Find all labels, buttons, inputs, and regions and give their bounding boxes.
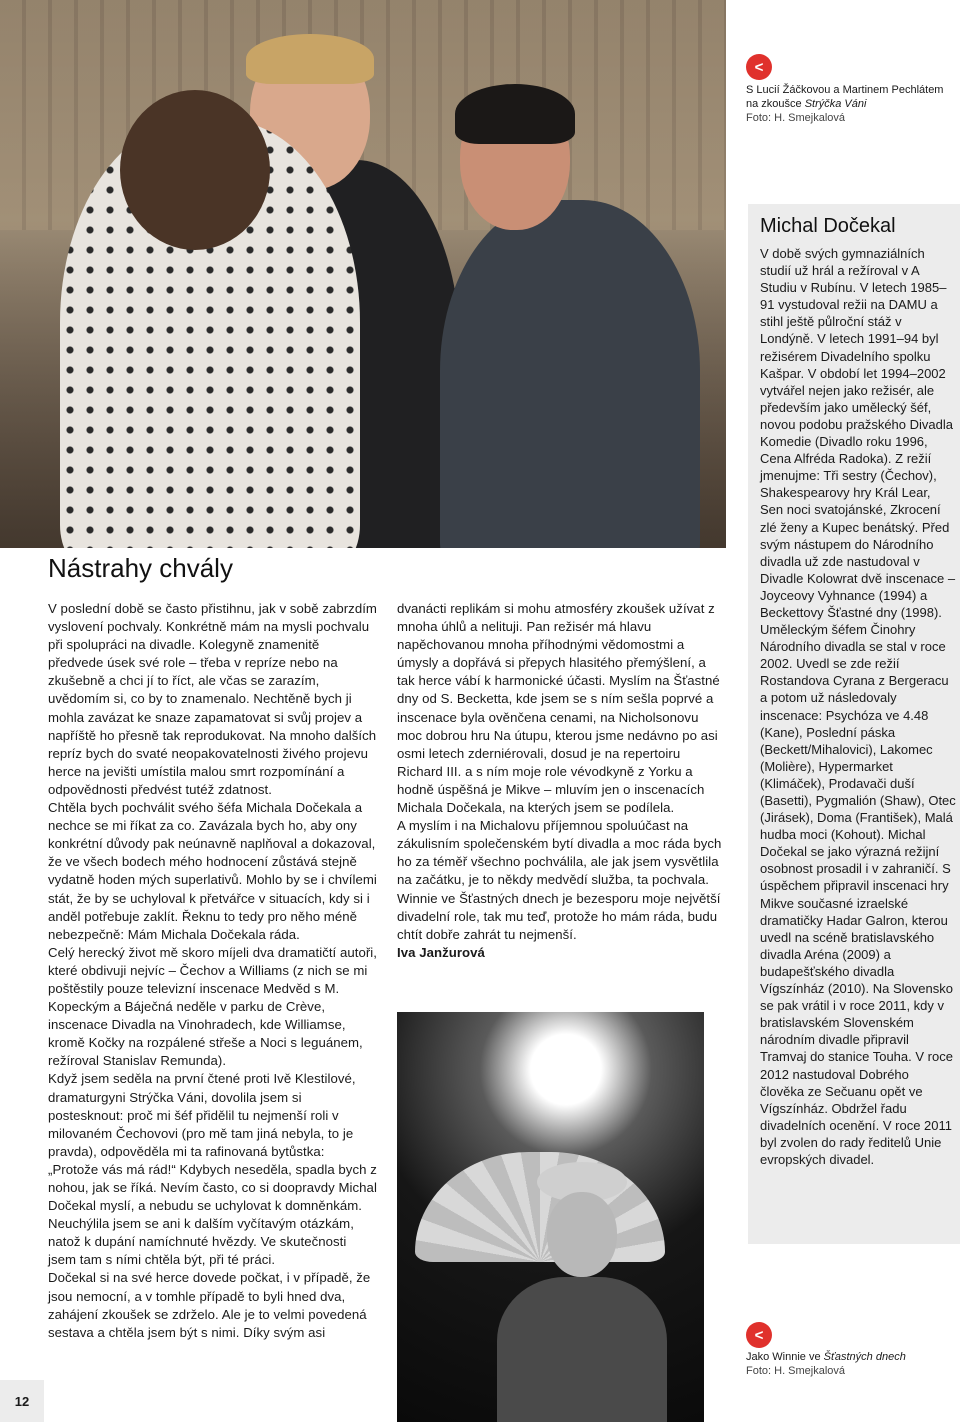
photo-credit: Foto: H. Smejkalová xyxy=(746,112,846,124)
rehearsal-photo xyxy=(0,0,726,548)
paragraph: V poslední době se často přistihnu, jak v sobě zabrzdím vyslovení pochvaly. Konkrétně mám na mysli pochvalu při spolupráci na divadle. Kolegyně znamenitě předvede úsek své role – třeba v repríze nebo na zkušebně a chci jí to říct, ale včas se zarazím, uvědomím si, co by to znamenalo. Nechtěně bych ji mohla zavázat ke snaze zapamatovat si svůj projev a napříště ho přesně tak reprodukovat. Na mnoho dalších repríz bych do svaté neopakovatelnosti živého projevu herce na jevišti umístila malou smrt rozpomínání a odpovědnosti předvést tutéž zdatnost. xyxy=(48,601,377,797)
actress-body xyxy=(497,1277,667,1422)
director-figure xyxy=(440,200,700,548)
paragraph: Když jsem seděla na první čtené proti Ivě Klestilové, dramaturgyni Strýčka Váni, dovolila jsem si postesknout: proč mi šéf přidělil tu nejmenší roli v milovaném Čechovovi (pro mě tam jiná nebyla, to je pravda), odpověděla mi ta rafinovaná bytůstka: „Protože vás má rád!“ Kdybych neseděla, spadla bych z nohou, jak se říká. Nevím často, co si doopravdy Michal Dočekal myslí, a nebudu se uchylovat k domněnkám. Neuchýlila jsem se ani k dalším vyčítavým otázkám, natož k dupání namíchnuté hvězdy. Ve skutečnosti jsem tam s ními chtěla být, při té práci. xyxy=(48,1071,377,1268)
top-photo-caption xyxy=(746,83,956,125)
actor-center-hair xyxy=(246,34,374,84)
paragraph: Chtěla bych pochválit svého šéfa Michala Dočekala a nechce se mi říkat za co. Zavázala bych ho, aby ony konkrétní důvody pak neúnavně naplňoval a dokazoval, že ve všech bodech mého hodnocení zůstává stejně vydatně hoden mých superlativů. Mohlo by se i chvílemi stát, že by se uchyloval k přetvářce v situacích, kdy si i anděl potřebuje zaklít. Řeknu to tedy pro něho méně nebezpečně: Mám Michala Dočekala ráda. xyxy=(48,800,377,942)
article-author: Iva Janžurová xyxy=(397,944,485,960)
director-hair xyxy=(455,84,575,144)
actress-face xyxy=(547,1192,617,1277)
paragraph: dvanácti replikám si mohu atmosféry zkoušek užívat z mnoha úhlů a nelituji. Pan režisér má hlavu napěchovanou mnoha příhodnými vědomostmi a úmysly a dopřává si přepych hlasitého přemýšlení, a tak herce vábí k harmonické účasti. Myslím na Šťastné dny od S. Becketta, kde jsem se s ním sešla poprvé a inscenace byla ověnčena cenami, na Nicholsonovu moc dobrou hru Na útupu, kterou jsme nedávno po asi osmi letech zderniérovali, dosud je na repertoiru Richard III. a s ním moje role vévodkyně z Yorku a hodně úspěšná je Mikve – mluvím jen o inscenacích Michala Dočekala, na kterých jsem se podílela. xyxy=(397,601,720,816)
biography-sidebar xyxy=(748,204,960,1244)
caption-line-2: na zkoušce Strýčka Váni xyxy=(746,98,867,110)
actress-head xyxy=(120,90,270,250)
caption-arrow-icon: < xyxy=(746,1322,772,1348)
article-column-2 xyxy=(397,600,727,962)
sidebar-title: Michal Dočekal xyxy=(760,215,896,237)
parasol-shape xyxy=(415,1152,665,1262)
page-number: 12 xyxy=(0,1380,44,1422)
caption-line-1: Jako Winnie ve Šťastných dnech xyxy=(746,1351,906,1363)
paragraph: A myslím i na Michalovu příjemnou spoluúčast na zákulisním společenském bytí divadla a moc ráda bych ho za téměř všechno pochválila, ale jak jsem vysvětlila na začátku, je to někdy medvědí služba, ta pochvala. Winnie ve Šťastných dnech je bezesporu moje největší divadelní role, tak mu teď, protože ho mám ráda, budu chtít dobře zahrát tu nejmenší. xyxy=(397,818,722,942)
paragraph: Celý herecký život mě skoro míjeli dva dramatičtí autoři, které obdivuji nejvíc – Čechov a Williams (z nich se mi poštěstily pouze televizní inscenace Medvěd s M. Kopeckým a Báječná neděle v parku de Crève, inscenace Divadla na Vinohradech, kde Williamse, kromě Kočky na rozpálené střeše a Noci s leguánem, režíroval Stanislav Remunda). xyxy=(48,944,377,1069)
winnie-photo xyxy=(397,1012,704,1422)
caption-arrow-icon: < xyxy=(746,54,772,80)
photo-credit: Foto: H. Smejkalová xyxy=(746,1365,846,1377)
sidebar-bio: V době svých gymnaziálních studií už hrál a režíroval v A Studiu v Rubínu. V letech 1985–91 vystudoval režii na DAMU a stihl ještě půlroční stáž v Londýně. V letech 1991–94 byl režisérem Divadelního spolku Kašpar. V období let 1994–2002 vytvářel nejen jako režisér, ale především jako umělecký šéf, novou podobu pražského Divadla Komedie (Divadlo roku 1996, Cena Alfréda Radoka). Z režií jmenujme: Tři sestry (Čechov), Shakespearovy hry Král Lear, Sen noci svatojánské, Zkrocení zlé ženy a Kupec benátský. Před svým nástupem do Národního divadla už zde nastudoval v Divadle Kolowrat dvě inscenace – Joyceovy Vyhnance (1994) a Beckettovy Šťastné dny (1998). Uměleckým šéfem Činohry Národního divadla se stal v roce 2002. Uvedl se zde režií Rostandova Cyrana z Bergeracu a potom už následovaly inscenace: Psychóza ve 4.48 (Kane), Poslední páska (Beckett/Mihalovici), Lakomec (Molière), Hypermarket (Klimáček), Prodavači duší (Basetti), Pygmalión (Shaw), Otec (Jirásek), Doma (František), Malá hudba moci (Kohout). Michal Dočekal se jako výrazná režijní osobnost prosadil i v zahraničí. S úspěchem připravil inscenaci hry Mikve současné izraelské dramatičky Hadar Galron, kterou uvedl na scéně bratislavského divadla Aréna (2009) a budapešťského divadla Vígszínház (2010). Na Slovensko se pak vrátil i v roce 2011, kdy v bratislavském Slovenském národním divadle připravil Tramvaj do stanice Touha. V roce 2012 nastudoval Dobrého člověka ze Sečuanu opět ve Vígszínház. Obdržel řadu divadelních ocenění. V roce 2011 byl zvolen do rady ředitelů Unie evropských divadel. xyxy=(760,246,956,1167)
paragraph: Dočekal si na své herce dovede počkat, i v případě, že jsou nemocní, a v tomhle případě to byli hned dva, zahájení zkoušek se zdrželo. Ale je to velmi povedená sestava a chtěla jsem být s nimi. Díky svým asi xyxy=(48,1270,371,1340)
bottom-photo-caption xyxy=(746,1350,956,1378)
article-column-1 xyxy=(48,600,378,1342)
article-title: Nástrahy chvály xyxy=(48,553,233,583)
caption-line-1: S Lucií Žáčkovou a Martinem Pechlátem xyxy=(746,84,944,96)
